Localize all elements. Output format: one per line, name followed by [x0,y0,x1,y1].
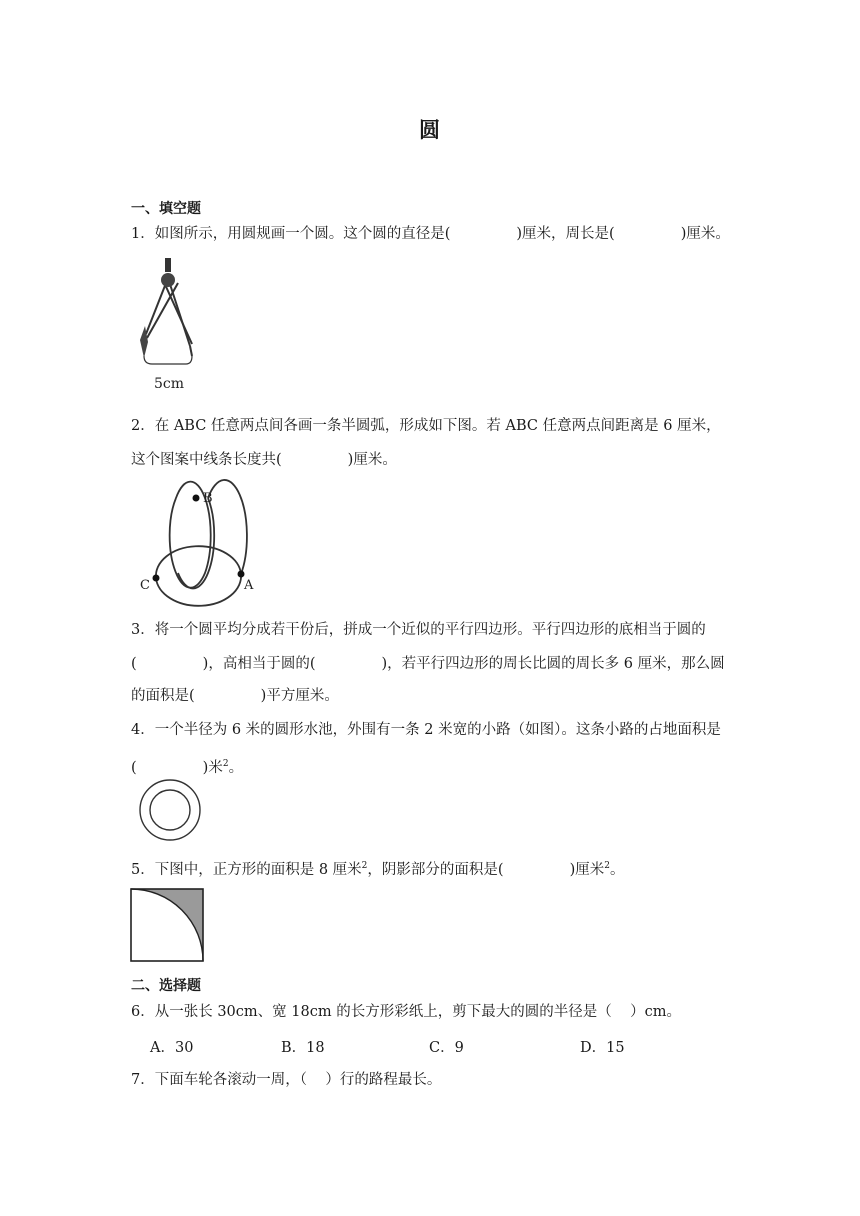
section-multiple-choice: 二、选择题 [131,978,201,994]
ring-path-figure [136,776,206,846]
question-2-line-2: 这个图案中线条长度共( )厘米。 [131,452,397,468]
point-b-label: B [203,491,213,506]
question-5: 5．下图中，正方形的面积是 8 厘米$^2$，阴影部分的面积是( )厘米$^2$。 [131,861,625,878]
question-3-line-3: 的面积是( )平方厘米。 [131,688,339,704]
question-3-line-2: ( )，高相当于圆的( )，若平行四边形的周长比圆的周长多 6 厘米，那么圆 [131,656,725,672]
question-2-line-1: 2．在 ABC 任意两点间各画一条半圆弧，形成如下图。若 ABC 任意两点间距离是 6 厘米， [131,418,721,434]
page-title: 圆 [419,117,441,142]
question-7: 7．下面车轮各滚动一周，（ ）行的路程最长。 [131,1072,442,1088]
section-fill-in-blank: 一、填空题 [131,201,201,217]
question-4-line-2: ( )米$^2$。 [131,759,244,776]
question-4-line-1: 4．一个半径为 6 米的圆形水池，外围有一条 2 米宽的小路（如图）。这条小路的占地面积是 [131,722,721,738]
point-a-label: A [244,578,254,593]
question-3-line-1: 3．将一个圆平均分成若干份后，拼成一个近似的平行四边形。平行四边形的底相当于圆的 [131,622,706,638]
point-c-label: C [140,578,150,593]
compass-figure [130,258,210,398]
option-a[interactable]: A．30 [150,1040,194,1056]
option-b[interactable]: B．18 [281,1040,325,1056]
option-c[interactable]: C．9 [429,1040,464,1056]
semicircle-arcs-figure [130,488,270,598]
compass-label: 5cm [154,376,185,392]
square-quarter-circle-figure [130,888,206,964]
option-d[interactable]: D．15 [580,1040,625,1056]
question-6: 6．从一张长 30cm、宽 18cm 的长方形彩纸上，剪下最大的圆的半径是（ ）cm。 [131,1004,681,1020]
question-1: 1．如图所示，用圆规画一个圆。这个圆的直径是( )厘米，周长是( )厘米。 [131,226,730,242]
